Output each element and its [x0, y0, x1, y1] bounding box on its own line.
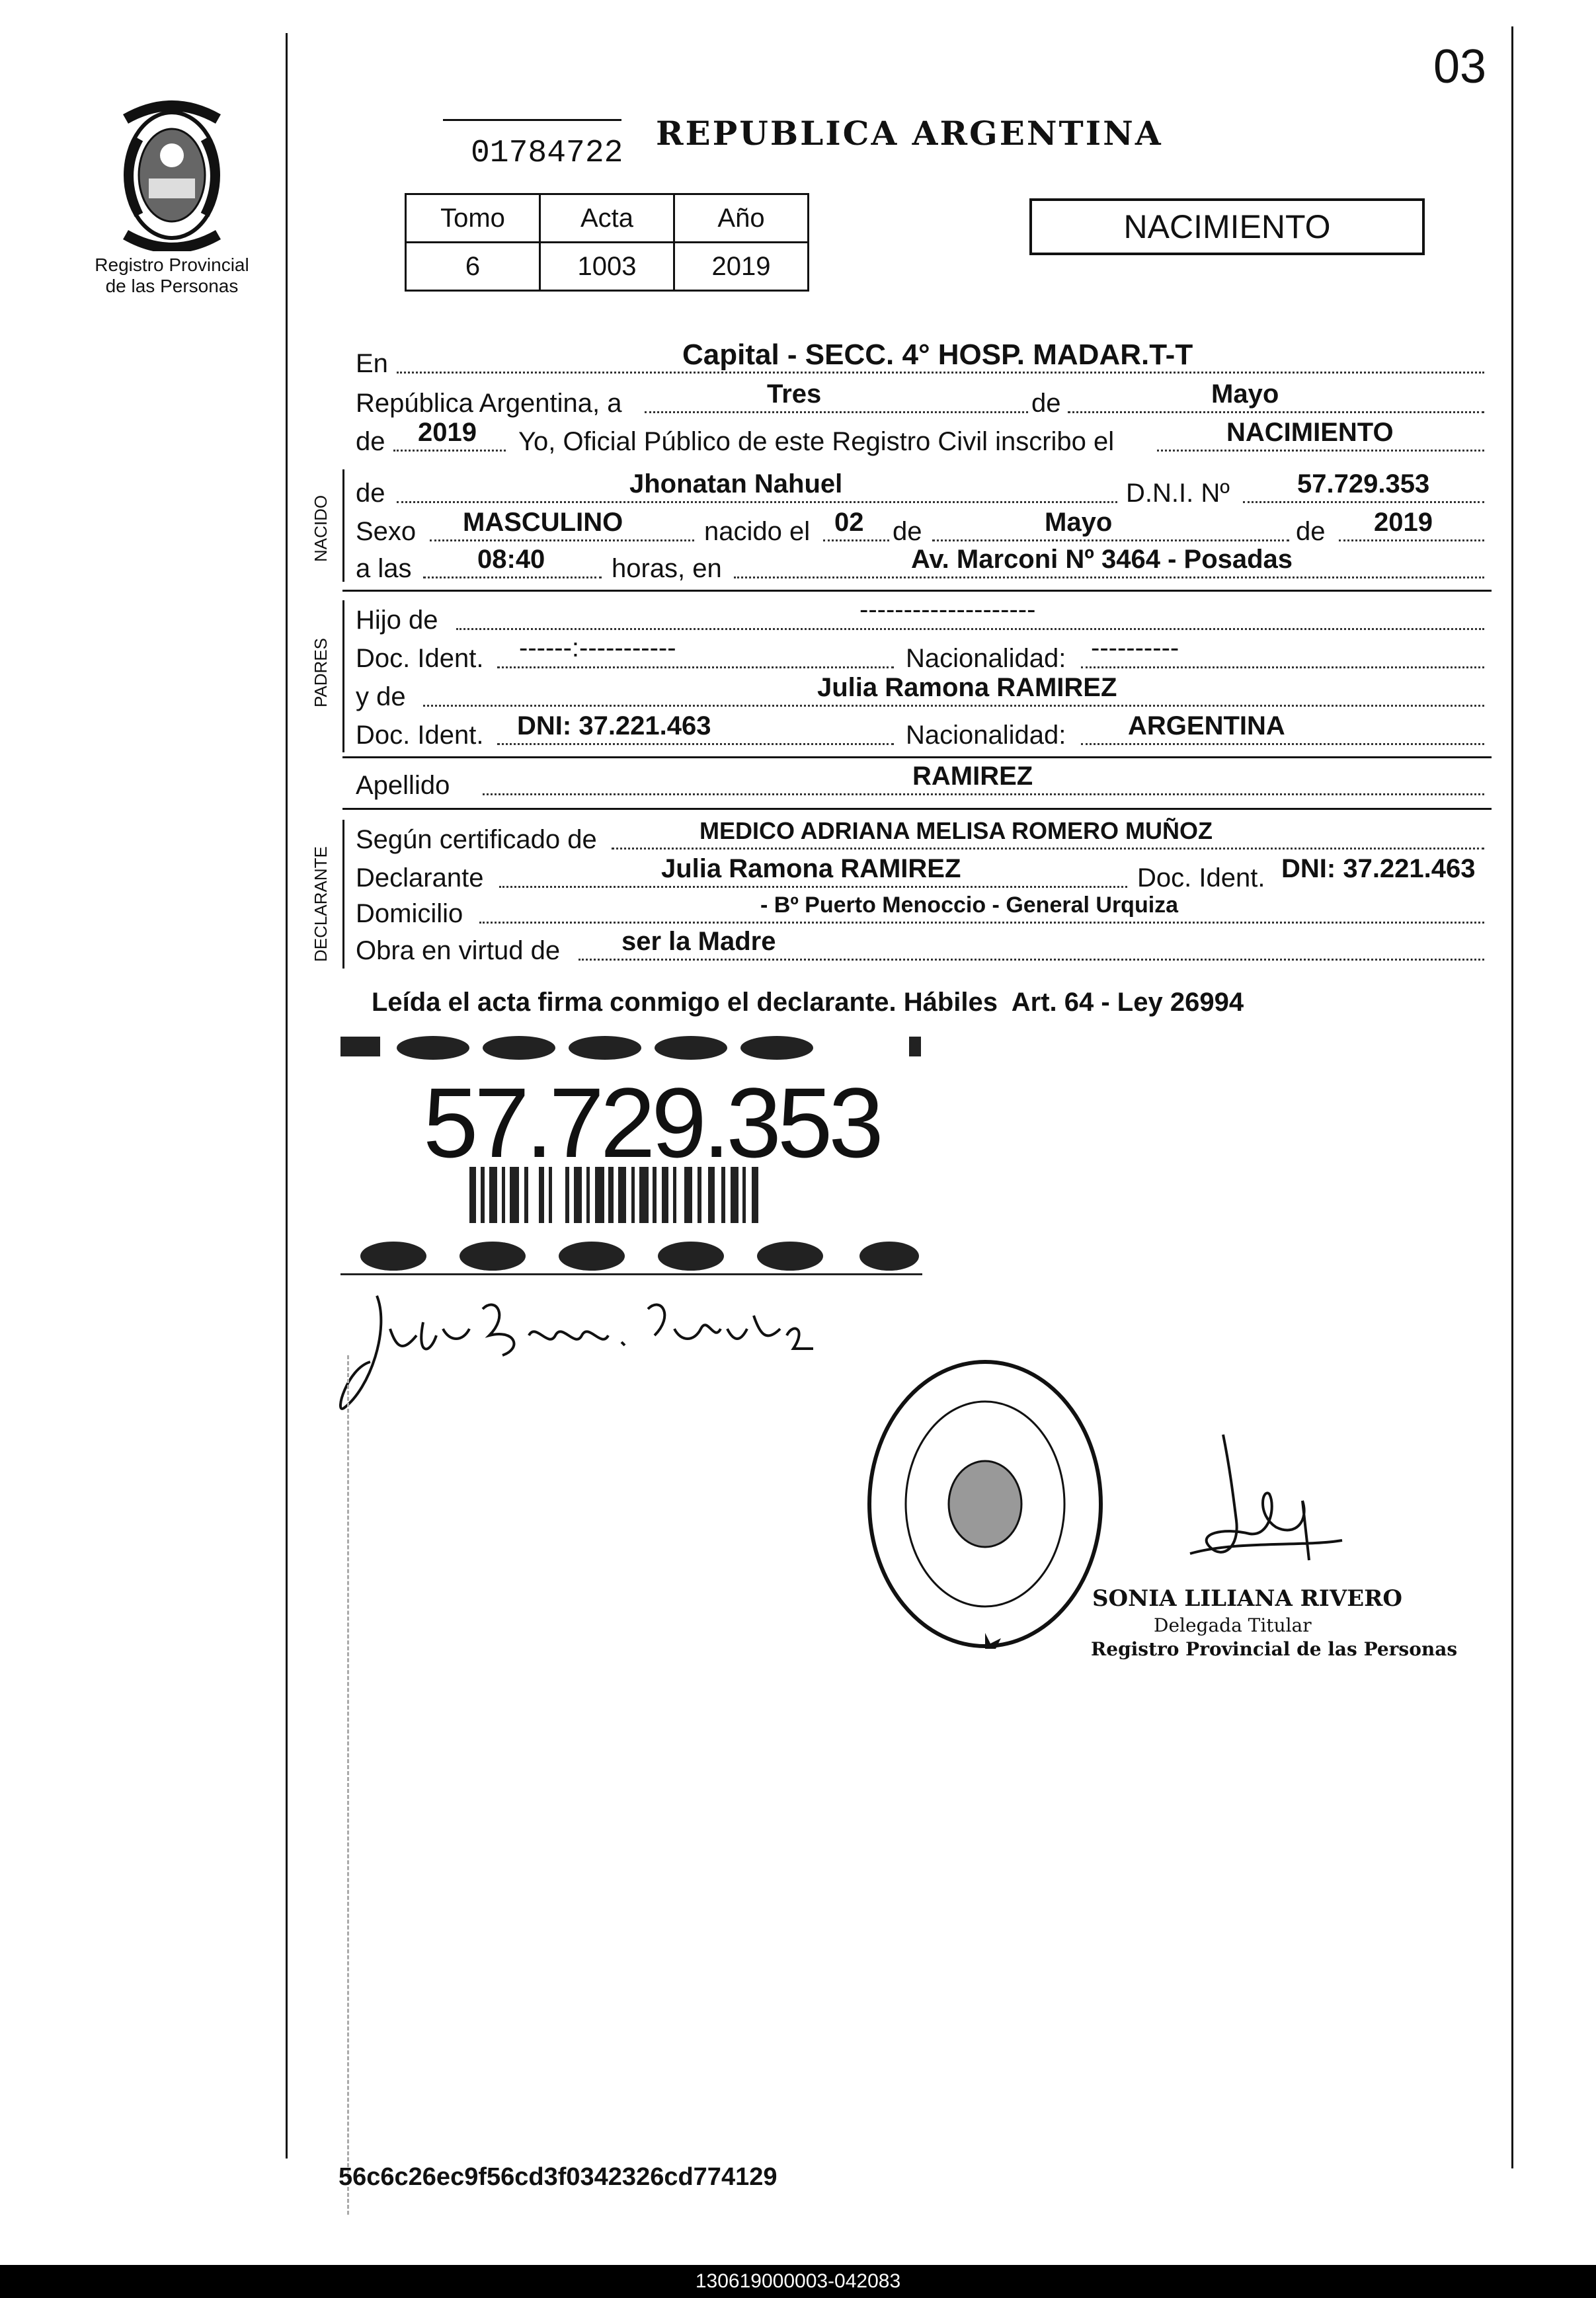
padres-bar: [342, 600, 344, 752]
mes-dots: [932, 539, 1289, 541]
doc1-label: Doc. Ident.: [356, 644, 484, 673]
child-dni: 57.729.353: [1297, 469, 1430, 498]
alas-label: a las: [356, 554, 412, 583]
official-signature-icon: [1170, 1428, 1355, 1587]
doc2-dots: [497, 743, 894, 745]
apellido-divider: [342, 808, 1492, 810]
horas-en-label: horas, en: [612, 554, 722, 583]
anio-value: 2019: [1374, 508, 1433, 537]
header-anio: Año: [674, 194, 809, 243]
serial-overline: [443, 119, 621, 121]
obra-dots: [579, 959, 1484, 961]
province-seal-icon: [99, 99, 245, 251]
record-table: [405, 193, 809, 292]
value-anio: 2019: [674, 243, 809, 291]
registry-name: Registro Provincial de las Personas: [95, 255, 249, 296]
sexo-dots: [430, 539, 694, 541]
record-type-box: NACIMIENTO: [1029, 198, 1425, 255]
serial-number: 01784722: [471, 136, 623, 171]
day-value: Tres: [767, 379, 822, 409]
signer-title: Delegada Titular: [1154, 1614, 1312, 1636]
hora-value: 08:40: [477, 545, 545, 574]
name-dots: [397, 501, 1117, 503]
doc2-value: DNI: 37.221.463: [517, 711, 711, 740]
nacido-el-label: nacido el: [704, 517, 811, 546]
obra-label: Obra en virtud de: [356, 936, 561, 965]
official-stamp-icon: [859, 1355, 1111, 1653]
right-border: [1511, 26, 1513, 2168]
closing-text: Leída el acta firma conmigo el declarante. Hábiles Art. 64 - Ley 26994: [372, 988, 1244, 1017]
hora-dots: [423, 576, 602, 578]
madre-dots: [423, 705, 1484, 707]
year-dots: [393, 450, 506, 452]
nacido-de-label: de: [356, 479, 385, 508]
child-name: Jhonatan Nahuel: [629, 469, 843, 498]
en-dots: [397, 372, 1484, 374]
decl-dots: [499, 886, 1127, 888]
obra-value: ser la Madre: [621, 927, 776, 956]
header-tomo: Tomo: [406, 194, 540, 243]
cert-label: Según certificado de: [356, 825, 597, 854]
nac1-label: Nacionalidad:: [906, 644, 1066, 673]
sexo-value: MASCULINO: [463, 508, 623, 537]
padres-divider: [342, 756, 1492, 758]
hijo-value: --------------------: [859, 595, 1036, 624]
dia-dots: [823, 539, 889, 541]
header-acta: Acta: [540, 194, 674, 243]
day-dots: [645, 411, 1028, 413]
sexo-label: Sexo: [356, 517, 417, 546]
anio-dots: [1339, 539, 1484, 541]
dom-label: Domicilio: [356, 899, 463, 928]
padres-section-label: PADRES: [311, 638, 331, 707]
margin-ticks: [347, 1355, 352, 2215]
year-prefix: de: [356, 427, 385, 456]
inscribe-value: NACIMIENTO: [1226, 418, 1394, 447]
signer-name: SONIA LILIANA RIVERO: [1092, 1585, 1402, 1612]
nac2-dots: [1081, 743, 1484, 745]
value-acta: 1003: [540, 243, 674, 291]
lugar-dots: [734, 576, 1484, 578]
page-number: 03: [1433, 40, 1487, 93]
footer-id: 130619000003-042083: [695, 2270, 901, 2292]
apellido-value: RAMIREZ: [912, 762, 1033, 791]
decl-label: Declarante: [356, 863, 484, 892]
doc1-value: ------:-----------: [519, 633, 676, 662]
yo-text: Yo, Oficial Público de este Registro Civil inscribo el: [518, 427, 1115, 456]
country-title: REPUBLICA ARGENTINA: [656, 114, 1163, 153]
dni-dots: [1243, 501, 1484, 503]
month-dots: [1068, 411, 1484, 413]
en-label: En: [356, 349, 388, 378]
mes-value: Mayo: [1045, 508, 1113, 537]
apellido-dots: [483, 793, 1484, 795]
declarante-bar: [342, 820, 344, 969]
left-border: [286, 33, 288, 2159]
lugar-value: Av. Marconi Nº 3464 - Posadas: [911, 545, 1293, 574]
value-tomo: 6: [406, 243, 540, 291]
declarante-section-label: DECLARANTE: [311, 846, 331, 962]
nacido-bar: [342, 469, 344, 582]
decl-doc-label: Doc. Ident.: [1137, 863, 1265, 892]
apellido-label: Apellido: [356, 771, 450, 800]
madre-value: Julia Ramona RAMIREZ: [817, 673, 1117, 702]
cert-dots: [612, 848, 1484, 850]
declarant-signature-icon: [331, 1289, 859, 1421]
hijo-dots: [456, 628, 1484, 630]
nacido-divider: [342, 590, 1492, 592]
nac2-label: Nacionalidad:: [906, 721, 1066, 750]
doc1-dots: [497, 666, 894, 668]
month-value: Mayo: [1211, 379, 1279, 409]
decl-doc-value: DNI: 37.221.463: [1281, 854, 1476, 883]
dia-value: 02: [834, 508, 864, 537]
inscribe-dots: [1157, 450, 1484, 452]
document-hash: 56c6c26ec9f56cd3f0342326cd774129: [339, 2163, 778, 2191]
footer-bar: [0, 2265, 1596, 2298]
cert-value: MEDICO ADRIANA MELISA ROMERO MUÑOZ: [699, 817, 1213, 844]
nac1-value: ----------: [1091, 633, 1179, 662]
republica-label: República Argentina, a: [356, 389, 622, 418]
en-value: Capital - SECC. 4° HOSP. MADAR.T-T: [682, 338, 1193, 371]
nacido-section-label: NACIDO: [311, 495, 331, 562]
dom-dots: [479, 922, 1484, 924]
year-value: 2019: [418, 418, 477, 447]
yde-label: y de: [356, 682, 406, 711]
hijo-label: Hijo de: [356, 606, 438, 635]
dni-label: D.N.I. Nº: [1126, 479, 1230, 508]
de-label-3: de: [1296, 517, 1326, 546]
de-label-2: de: [893, 517, 922, 546]
nac2-value: ARGENTINA: [1128, 711, 1285, 740]
nac1-dots: [1081, 666, 1484, 668]
dom-value: - Bº Puerto Menoccio - General Urquiza: [760, 892, 1179, 918]
decl-value: Julia Ramona RAMIREZ: [661, 854, 961, 883]
signer-org: Registro Provincial de las Personas: [1091, 1638, 1458, 1660]
de-label: de: [1031, 389, 1061, 418]
dni-big-number: 57.729.353: [423, 1067, 880, 1178]
doc2-label: Doc. Ident.: [356, 721, 484, 750]
